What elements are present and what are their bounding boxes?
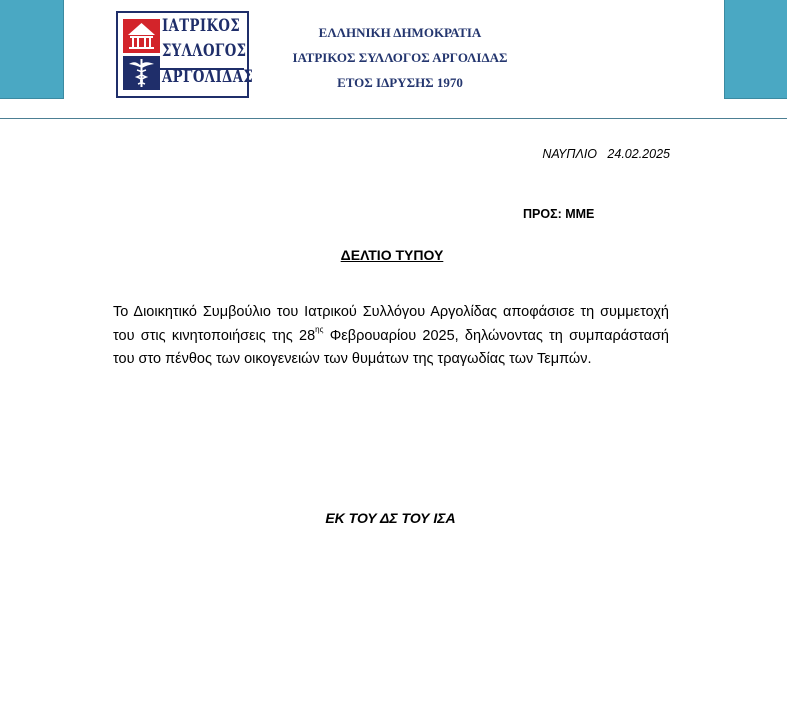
ordinal-suffix: ης bbox=[315, 324, 324, 334]
logo-text-line-3: ΑΡΓΟΛΙΔΑΣ bbox=[162, 67, 254, 87]
header-line-3: ΕΤΟΣ ΙΔΡΥΣΗΣ 1970 bbox=[337, 75, 463, 90]
temple-emblem-icon bbox=[123, 19, 160, 53]
document-title: ΔΕΛΤΙΟ ΤΥΠΟΥ bbox=[340, 247, 444, 263]
organization-header bbox=[262, 20, 538, 95]
logo-text-line-2: ΣΥΛΛΟΓΟΣ bbox=[162, 41, 247, 61]
association-logo bbox=[116, 11, 254, 98]
header-line-2: ΙΑΤΡΙΚΟΣ ΣΥΛΛΟΓΟΣ ΑΡΓΟΛΙΔΑΣ bbox=[292, 50, 508, 65]
body-text-part-2: Φεβρουαρίου 2025, δηλώνοντας τη συμπαράστασή του στο πένθος των οικογενειών των θυμάτων της τραγωδίας των Τεμπών. bbox=[113, 327, 669, 367]
header-divider bbox=[0, 118, 787, 119]
body-text-part-1: Το Διοικητικό Συμβούλιο του Ιατρικού Συλλόγου Αργολίδας αποφάσισε τη συμμετοχή του στις κινητοποιήσεις της 28 bbox=[113, 304, 669, 344]
caduceus-icon bbox=[123, 56, 160, 90]
recipient: ΠΡΟΣ: ΜΜΕ bbox=[523, 207, 595, 221]
header-corner-block-right bbox=[724, 0, 787, 99]
place-date: ΝΑΥΠΛΙΟ 24.02.2025 bbox=[542, 147, 670, 161]
header-corner-block-left bbox=[0, 0, 64, 99]
logo-text-line-1: ΙΑΤΡΙΚΟΣ bbox=[162, 16, 241, 36]
press-release-body bbox=[113, 301, 669, 372]
header-line-1: ΕΛΛΗΝΙΚΗ ΔΗΜΟΚΡΑΤΙΑ bbox=[318, 25, 482, 40]
signature: ΕΚ ΤΟΥ ΔΣ ΤΟΥ ΙΣΑ bbox=[325, 510, 456, 526]
